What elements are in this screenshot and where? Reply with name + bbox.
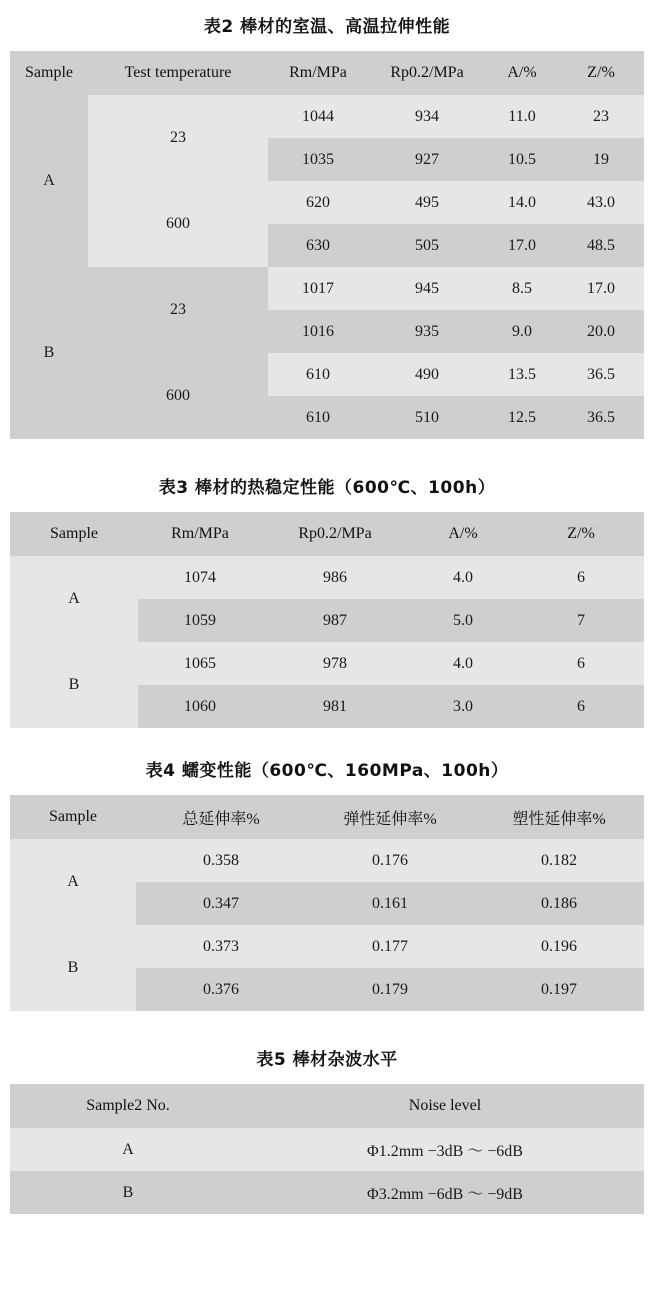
- cell-noise: Φ3.2mm −6dB ～ −9dB: [246, 1171, 644, 1214]
- cell-total: 0.347: [136, 882, 306, 925]
- table5-col-sample2-no: Sample2 No.: [10, 1084, 246, 1128]
- table2: [10, 51, 644, 439]
- table5-header-row: [10, 1084, 644, 1128]
- table2-temp-b-600: 600: [88, 353, 268, 439]
- cell-rm: 610: [268, 396, 368, 439]
- cell-rp: 986: [262, 556, 408, 599]
- table3-caption: 表3 棒材的热稳定性能（600℃、100h）: [158, 478, 496, 498]
- table2-temp-a-600: 600: [88, 181, 268, 267]
- cell-z: 43.0: [558, 181, 644, 224]
- table2-block: [10, 12, 644, 439]
- table4-block: [10, 756, 644, 1011]
- table-row: [10, 267, 644, 310]
- cell-rm: 1074: [138, 556, 262, 599]
- cell-rp: 981: [262, 685, 408, 728]
- cell-z: 23: [558, 95, 644, 138]
- table4-col-total-elongation: 总延伸率%: [136, 795, 306, 839]
- table-row: [10, 95, 644, 138]
- cell-elastic: 0.161: [306, 882, 474, 925]
- cell-a: 17.0: [486, 224, 558, 267]
- table2-sample-a: A: [10, 95, 88, 267]
- cell-a: 8.5: [486, 267, 558, 310]
- cell-rp: 495: [368, 181, 486, 224]
- spacer: [10, 728, 644, 756]
- table2-sample-b: B: [10, 267, 88, 439]
- cell-rp: 510: [368, 396, 486, 439]
- table4-col-plastic-elongation: 塑性延伸率%: [474, 795, 644, 839]
- cell-a: 14.0: [486, 181, 558, 224]
- top-spacer: [10, 0, 644, 12]
- table2-col-z: Z/%: [558, 51, 644, 95]
- cell-total: 0.376: [136, 968, 306, 1011]
- cell-a: 13.5: [486, 353, 558, 396]
- cell-rp: 987: [262, 599, 408, 642]
- table4-sample-b: B: [10, 925, 136, 1011]
- cell-z: 6: [518, 685, 644, 728]
- table2-col-rm: Rm/MPa: [268, 51, 368, 95]
- table4: [10, 795, 644, 1011]
- cell-a: 4.0: [408, 642, 518, 685]
- spacer: [10, 439, 644, 473]
- cell-z: 17.0: [558, 267, 644, 310]
- cell-elastic: 0.179: [306, 968, 474, 1011]
- table5-sample-a: A: [10, 1128, 246, 1171]
- table2-caption: 表2 棒材的室温、高温拉伸性能: [203, 17, 451, 37]
- cell-plastic: 0.186: [474, 882, 644, 925]
- table5-caption: 表5 棒材杂波水平: [256, 1050, 398, 1070]
- cell-a: 12.5: [486, 396, 558, 439]
- table3-sample-a: A: [10, 556, 138, 642]
- cell-a: 11.0: [486, 95, 558, 138]
- cell-a: 9.0: [486, 310, 558, 353]
- table-row: [10, 556, 644, 599]
- cell-z: 7: [518, 599, 644, 642]
- cell-elastic: 0.176: [306, 839, 474, 882]
- table5-block: [10, 1045, 644, 1214]
- cell-elastic: 0.177: [306, 925, 474, 968]
- cell-rp: 490: [368, 353, 486, 396]
- cell-rp: 934: [368, 95, 486, 138]
- table2-temp-b-23: 23: [88, 267, 268, 353]
- table3-col-rm: Rm/MPa: [138, 512, 262, 556]
- table2-col-sample: Sample: [10, 51, 88, 95]
- table4-sample-a: A: [10, 839, 136, 925]
- cell-plastic: 0.182: [474, 839, 644, 882]
- table2-col-rp02: Rp0.2/MPa: [368, 51, 486, 95]
- table3: [10, 512, 644, 728]
- cell-rm: 1044: [268, 95, 368, 138]
- table5: [10, 1084, 644, 1214]
- cell-z: 19: [558, 138, 644, 181]
- cell-a: 5.0: [408, 599, 518, 642]
- table2-col-test-temperature: Test temperature: [88, 51, 268, 95]
- table4-header-row: [10, 795, 644, 839]
- table4-col-sample: Sample: [10, 795, 136, 839]
- cell-z: 36.5: [558, 396, 644, 439]
- cell-rp: 927: [368, 138, 486, 181]
- cell-rm: 1017: [268, 267, 368, 310]
- cell-rp: 978: [262, 642, 408, 685]
- cell-noise: Φ1.2mm −3dB ～ −6dB: [246, 1128, 644, 1171]
- table3-col-z: Z/%: [518, 512, 644, 556]
- cell-a: 10.5: [486, 138, 558, 181]
- table5-sample-b: B: [10, 1171, 246, 1214]
- cell-rm: 610: [268, 353, 368, 396]
- table2-col-a: A/%: [486, 51, 558, 95]
- table3-col-rp02: Rp0.2/MPa: [262, 512, 408, 556]
- table3-col-sample: Sample: [10, 512, 138, 556]
- spacer: [10, 1011, 644, 1045]
- cell-rm: 1060: [138, 685, 262, 728]
- cell-rm: 1059: [138, 599, 262, 642]
- cell-z: 20.0: [558, 310, 644, 353]
- cell-rm: 620: [268, 181, 368, 224]
- table3-block: [10, 473, 644, 728]
- table3-sample-b: B: [10, 642, 138, 728]
- cell-a: 3.0: [408, 685, 518, 728]
- cell-rm: 630: [268, 224, 368, 267]
- table4-col-elastic-elongation: 弹性延伸率%: [306, 795, 474, 839]
- cell-rm: 1065: [138, 642, 262, 685]
- table-row: [10, 642, 644, 685]
- cell-rp: 935: [368, 310, 486, 353]
- table-row: [10, 925, 644, 968]
- cell-z: 48.5: [558, 224, 644, 267]
- table3-col-a: A/%: [408, 512, 518, 556]
- table-row: [10, 1128, 644, 1171]
- cell-total: 0.373: [136, 925, 306, 968]
- cell-rm: 1016: [268, 310, 368, 353]
- table5-col-noise-level: Noise level: [246, 1084, 644, 1128]
- cell-z: 6: [518, 556, 644, 599]
- cell-z: 36.5: [558, 353, 644, 396]
- table-row: [10, 181, 644, 224]
- cell-total: 0.358: [136, 839, 306, 882]
- cell-plastic: 0.197: [474, 968, 644, 1011]
- cell-rm: 1035: [268, 138, 368, 181]
- cell-a: 4.0: [408, 556, 518, 599]
- cell-plastic: 0.196: [474, 925, 644, 968]
- table-row: [10, 839, 644, 882]
- table2-temp-a-23: 23: [88, 95, 268, 181]
- cell-rp: 505: [368, 224, 486, 267]
- cell-z: 6: [518, 642, 644, 685]
- cell-rp: 945: [368, 267, 486, 310]
- table-row: [10, 353, 644, 396]
- table2-header-row: [10, 51, 644, 95]
- table3-header-row: [10, 512, 644, 556]
- table4-caption: 表4 蠕变性能（600℃、160MPa、100h）: [145, 761, 509, 781]
- table-row: [10, 1171, 644, 1214]
